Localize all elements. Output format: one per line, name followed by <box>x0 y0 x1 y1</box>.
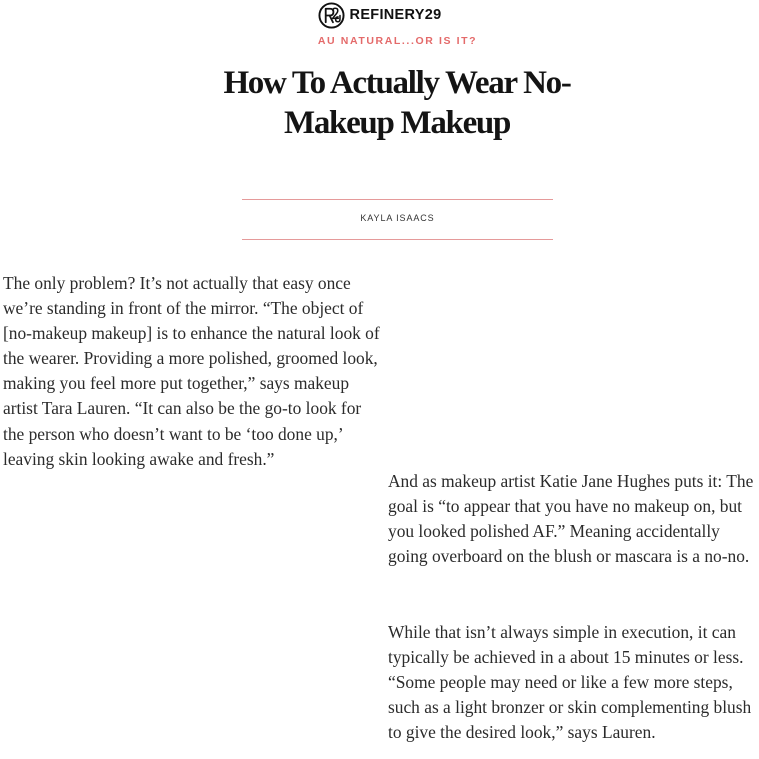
article-paragraph: The only problem? It’s not actually that easy once we’re standing in front of the mirror. “The object of [no-makeup makeup] is to enhance the natural look of the wearer. Providing a more polished, groomed look, making you feel more put together,” says makeup artist Tara Lauren. “It can also be the go-to look for the person who doesn’t want to be ‘too done up,’ leaving skin looking awake and fresh.” <box>3 273 380 469</box>
article-category-kicker[interactable]: AU NATURAL...OR IS IT? <box>317 35 478 47</box>
article-paragraph: And as makeup artist Katie Jane Hughes puts it: The goal is “to appear that you have no makeup on, but you looked polished AF.” Meaning accidentally going overboard on the blush or mascara is a no-no. <box>388 471 754 567</box>
author-byline[interactable]: KAYLA ISAACS <box>360 213 435 223</box>
article-title: How To Actually Wear No-Makeup Makeup <box>223 65 571 141</box>
divider-bottom <box>242 239 553 240</box>
refinery29-logo-icon[interactable] <box>318 2 345 29</box>
article-paragraph: While that isn’t always simple in execution, it can typically be achieved in a about 15 minutes or less. “Some people may need or like a few more steps, such as a light bronzer or skin complementing blush to give the desired look,” says Lauren. <box>388 622 752 743</box>
brand-header <box>0 1 759 29</box>
brand-name[interactable]: REFINERY29 <box>349 7 442 23</box>
divider-top <box>242 199 553 200</box>
